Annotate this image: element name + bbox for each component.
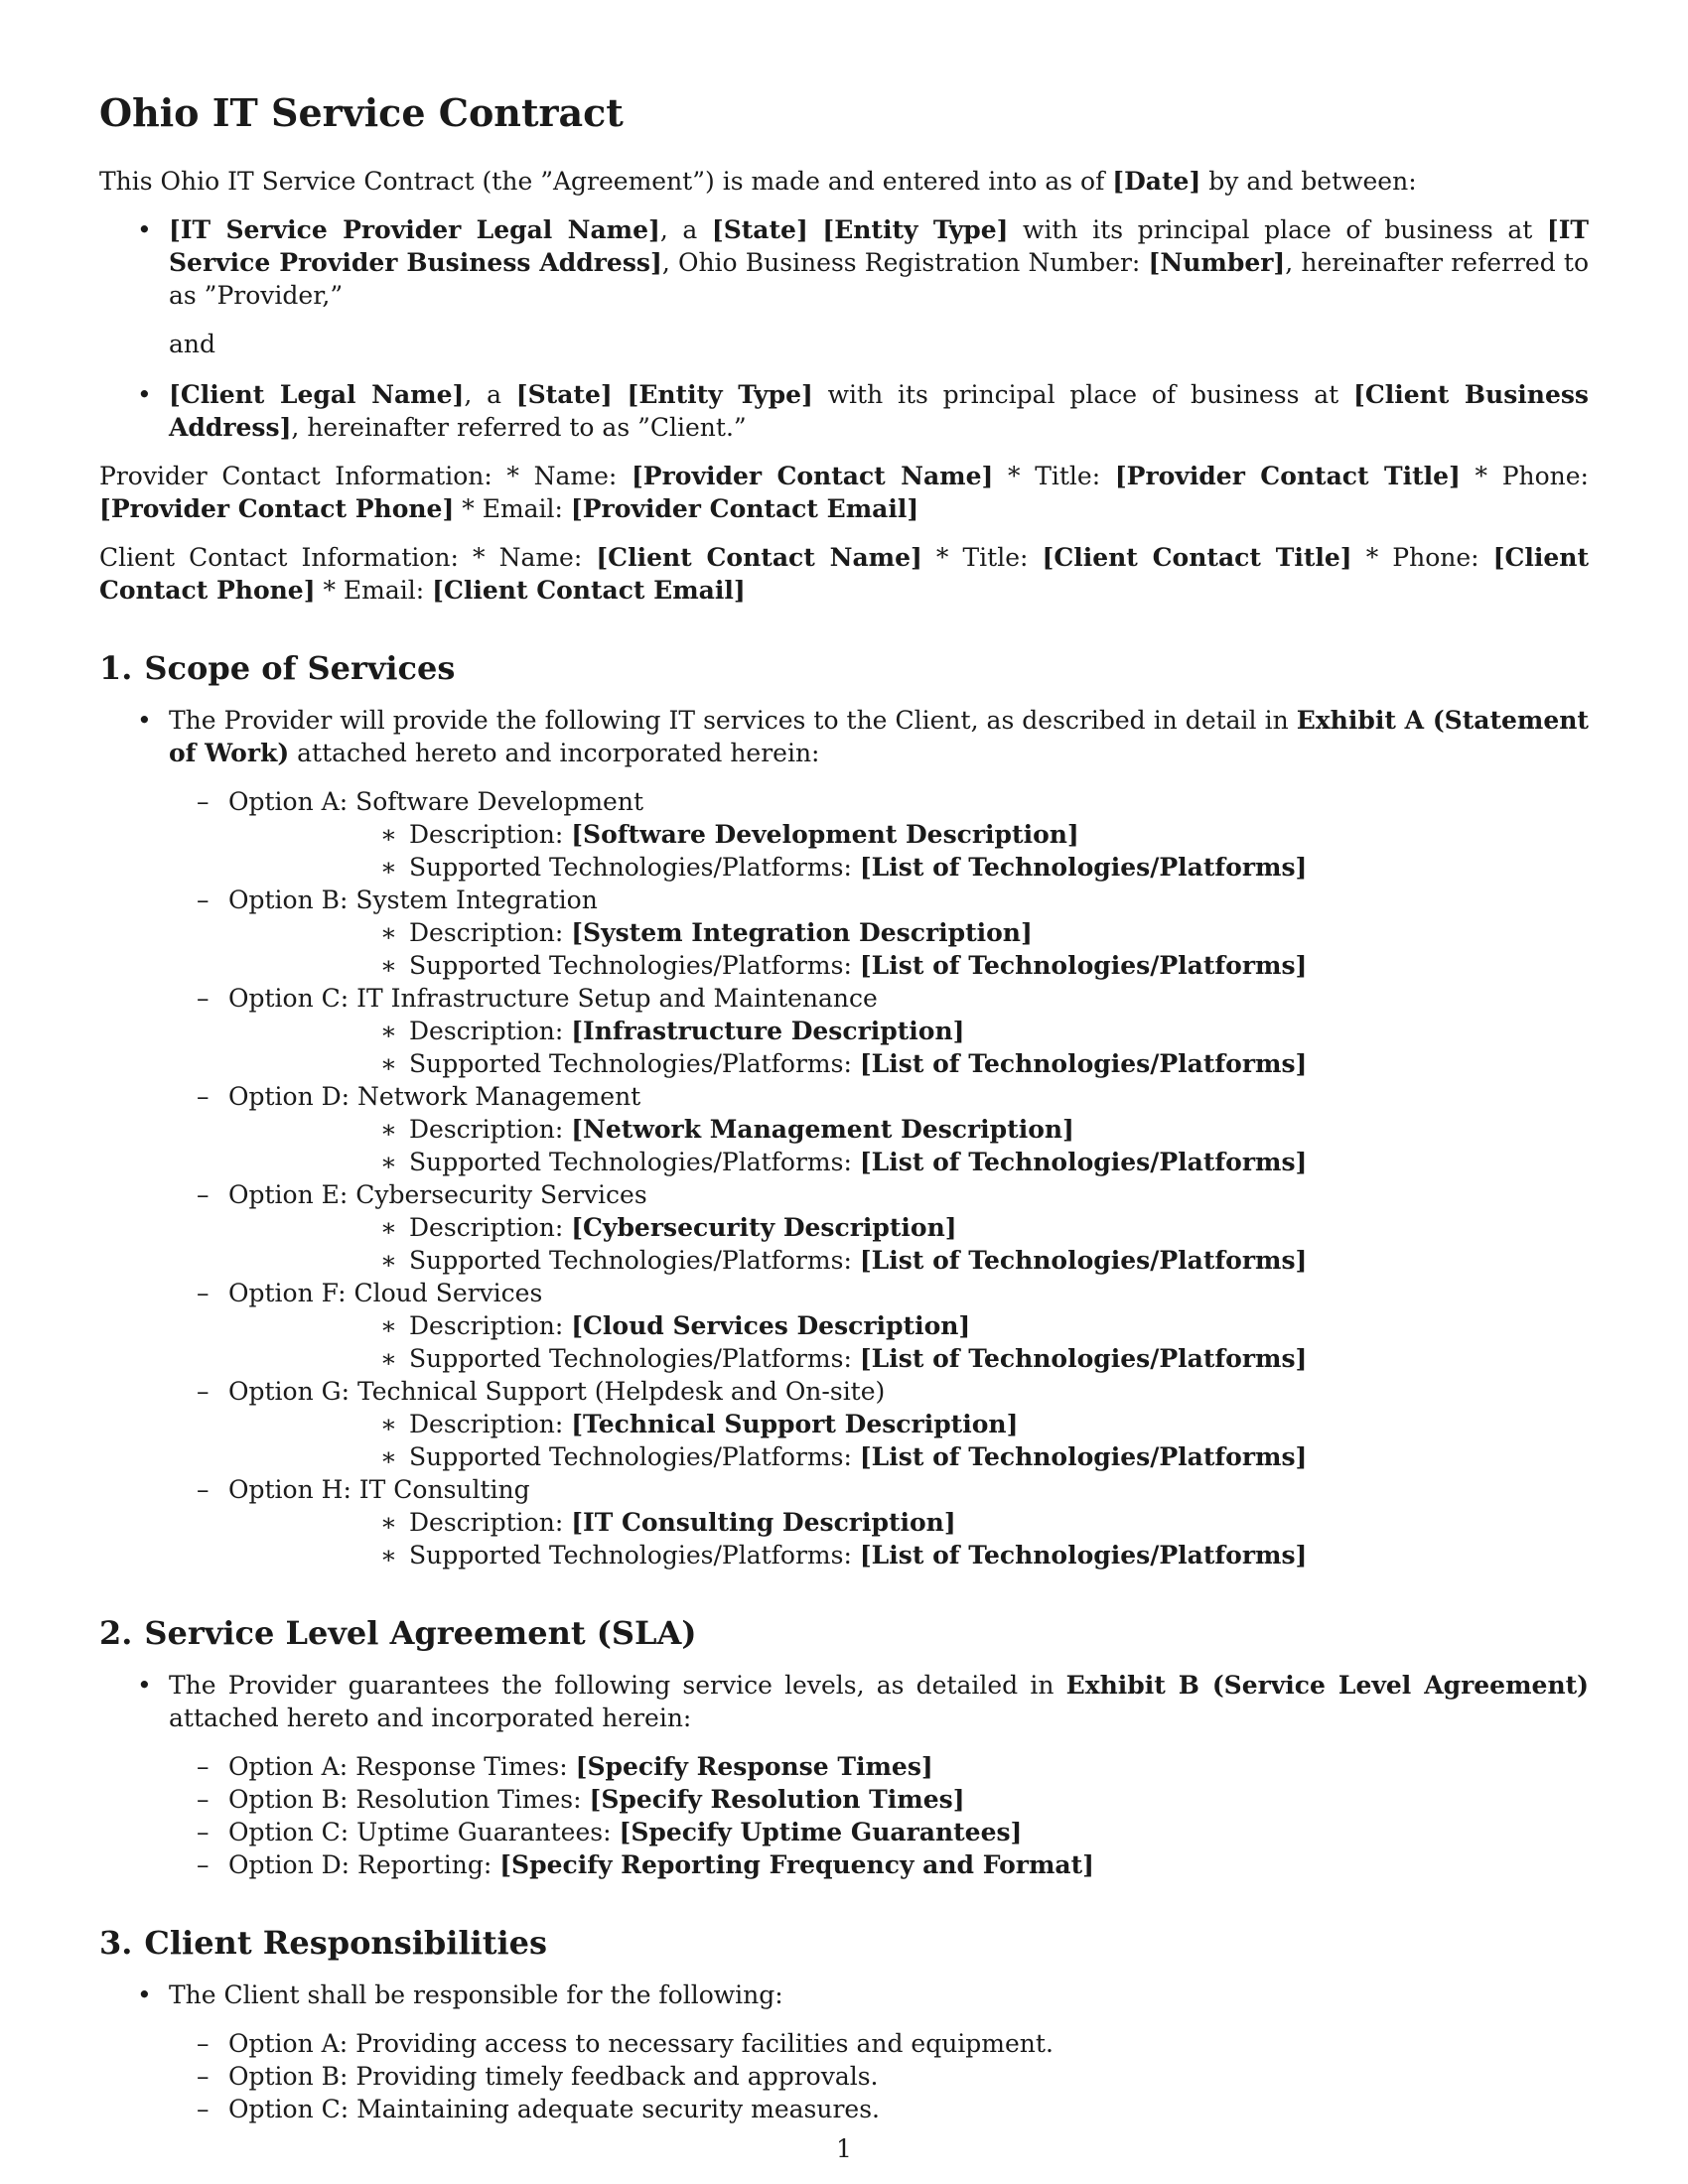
- scope-options-list: [99, 785, 1589, 1571]
- option-description: ∗ Description: [Cybersecurity Description]: [228, 1211, 1589, 1244]
- section-1-bullet: • The Provider will provide the following IT services to the Client, as described in detail in Exhibit A (Statement of Work) attached hereto and incorporated herein:: [99, 704, 1589, 769]
- client-contact-info: Client Contact Information: * Name: [Client Contact Name] * Title: [Client Contact Title] * Phone: [Client Contact Phone] * Email: [Client Contact Email]: [99, 543, 1589, 605]
- option-description: ∗ Description: [Network Management Description]: [228, 1113, 1589, 1146]
- document-title: Ohio IT Service Contract: [99, 90, 624, 135]
- provider-contact-info: Provider Contact Information: * Name: [Provider Contact Name] * Title: [Provider Contact Title] * Phone: [Provider Contact Phone] * Email: [Provider Contact Email]: [99, 462, 1589, 523]
- date-placeholder: [Date]: [1112, 167, 1201, 196]
- responsibility-option: – Option B: Providing timely feedback and approvals.: [99, 2060, 1589, 2093]
- scope-option-details: [228, 1015, 1589, 1080]
- scope-option: – Option H: IT Consulting ∗ Description: [IT Consulting Description] ∗ Supported Technologies/Platforms: [List of Technologies/Platforms]: [99, 1473, 1589, 1571]
- option-technologies: ∗ Supported Technologies/Platforms: [List of Technologies/Platforms]: [228, 1342, 1589, 1375]
- sla-option: – Option B: Resolution Times: [Specify Resolution Times]: [99, 1783, 1589, 1816]
- option-description: ∗ Description: [Infrastructure Description]: [228, 1015, 1589, 1047]
- scope-option: – Option C: IT Infrastructure Setup and Maintenance ∗ Description: [Infrastructure Description] ∗ Supported Technologies/Platforms: [List of Technologies/Platforms]: [99, 982, 1589, 1080]
- scope-option: – Option A: Software Development ∗ Description: [Software Development Description] ∗ Supported Technologies/Platforms: [List of Technologies/Platforms]: [99, 785, 1589, 884]
- responsibility-option: – Option A: Providing access to necessary facilities and equipment.: [99, 2027, 1589, 2060]
- scope-option: – Option D: Network Management ∗ Description: [Network Management Description] ∗ Supported Technologies/Platforms: [List of Technologies/Platforms]: [99, 1080, 1589, 1178]
- scope-option-details: [228, 818, 1589, 884]
- provider-party-item: • [IT Service Provider Legal Name], a [State] [Entity Type] with its principal place of business at [IT Service Provider Business Address], Ohio Business Registration Number: [Number], hereinafter referred to as ”Provider,”: [99, 213, 1589, 312]
- scope-option-details: [228, 1113, 1589, 1178]
- client-party-item: • [Client Legal Name], a [State] [Entity Type] with its principal place of business at [Client Business Address], hereinafter referred to as ”Client.”: [99, 378, 1589, 444]
- option-description: ∗ Description: [Software Development Description]: [228, 818, 1589, 851]
- option-technologies: ∗ Supported Technologies/Platforms: [List of Technologies/Platforms]: [228, 1440, 1589, 1473]
- scope-option: – Option G: Technical Support (Helpdesk and On-site) ∗ Description: [Technical Support Description] ∗ Supported Technologies/Platforms: [List of Technologies/Platforms]: [99, 1375, 1589, 1473]
- document-body: [99, 85, 1589, 2125]
- option-technologies: ∗ Supported Technologies/Platforms: [List of Technologies/Platforms]: [228, 1047, 1589, 1080]
- option-description: ∗ Description: [IT Consulting Description]: [228, 1506, 1589, 1539]
- scope-option-details: [228, 1408, 1589, 1473]
- page-number: 1: [836, 2134, 852, 2163]
- option-technologies: ∗ Supported Technologies/Platforms: [List of Technologies/Platforms]: [228, 949, 1589, 982]
- option-description: ∗ Description: [System Integration Description]: [228, 916, 1589, 949]
- sla-option: – Option C: Uptime Guarantees: [Specify Uptime Guarantees]: [99, 1816, 1589, 1848]
- option-technologies: ∗ Supported Technologies/Platforms: [List of Technologies/Platforms]: [228, 1244, 1589, 1277]
- section-2-bullet: • The Provider guarantees the following service levels, as detailed in Exhibit B (Service Level Agreement) attached hereto and incorporated herein:: [99, 1669, 1589, 1734]
- parties-list: [99, 213, 1589, 312]
- option-description: ∗ Description: [Technical Support Description]: [228, 1408, 1589, 1440]
- scope-option: – Option B: System Integration ∗ Description: [System Integration Description] ∗ Supported Technologies/Platforms: [List of Technologies/Platforms]: [99, 884, 1589, 982]
- option-technologies: ∗ Supported Technologies/Platforms: [List of Technologies/Platforms]: [228, 1539, 1589, 1571]
- option-technologies: ∗ Supported Technologies/Platforms: [List of Technologies/Platforms]: [228, 1146, 1589, 1178]
- scope-option-details: [228, 1309, 1589, 1375]
- sla-option: – Option A: Response Times: [Specify Response Times]: [99, 1750, 1589, 1783]
- sla-option: – Option D: Reporting: [Specify Reporting Frequency and Format]: [99, 1848, 1589, 1881]
- intro-paragraph: This Ohio IT Service Contract (the ”Agreement”) is made and entered into as of [Date] by and between:: [99, 167, 1417, 196]
- section-3-bullet: • The Client shall be responsible for the following:: [99, 1979, 1589, 2011]
- section-1-heading: 1. Scope of Services: [99, 649, 456, 687]
- parties-list-client: [99, 378, 1589, 444]
- scope-option-details: [228, 1211, 1589, 1277]
- scope-option-details: [228, 1506, 1589, 1571]
- and-conjunction: and: [169, 330, 216, 358]
- option-technologies: ∗ Supported Technologies/Platforms: [List of Technologies/Platforms]: [228, 851, 1589, 884]
- option-description: ∗ Description: [Cloud Services Description]: [228, 1309, 1589, 1342]
- scope-option-details: [228, 916, 1589, 982]
- section-3-heading: 3. Client Responsibilities: [99, 1924, 548, 1962]
- client-responsibilities-list: [99, 2027, 1589, 2125]
- section-2-heading: 2. Service Level Agreement (SLA): [99, 1614, 697, 1652]
- sla-options-list: [99, 1750, 1589, 1881]
- scope-option: – Option E: Cybersecurity Services ∗ Description: [Cybersecurity Description] ∗ Supported Technologies/Platforms: [List of Technologies/Platforms]: [99, 1178, 1589, 1277]
- responsibility-option: – Option C: Maintaining adequate security measures.: [99, 2093, 1589, 2125]
- scope-option: – Option F: Cloud Services ∗ Description: [Cloud Services Description] ∗ Supported Technologies/Platforms: [List of Technologies/Platforms]: [99, 1277, 1589, 1375]
